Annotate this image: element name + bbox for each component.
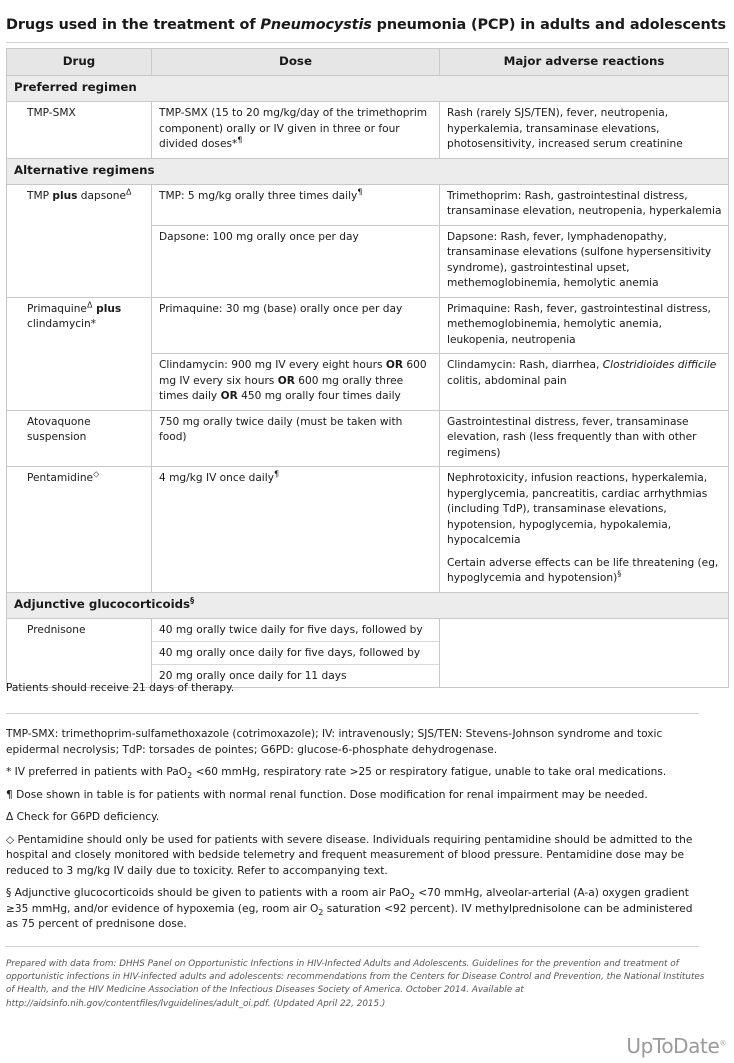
section-row-adjunctive	[7, 592, 729, 618]
footnote-diamond: ◇ Pentamidine should only be used for patients with severe disease. Individuals requiring pentamidine should be admitted to the hospital and closely monitored with bedside telemetry and frequent measurement of blood pressure. Pentamidine dose may be reduced to 3 mg/kg IV daily due to toxicity. Refer to accompanying text.	[6, 833, 693, 877]
dose-cell: TMP-SMX (15 to 20 mg/kg/day of the trimethoprim component) orally or IV given in three or four divided doses*¶	[152, 102, 440, 159]
table-header-row	[7, 49, 729, 76]
drug-cell: TMP plus dapsone$^\Delta$	[7, 184, 152, 297]
drug-cell: TMP-SMX	[7, 102, 152, 159]
reactions-note: Certain adverse effects can be life threatening (eg, hypoglycemia and hypotension)§	[447, 556, 719, 584]
header-reactions: Major adverse reactions	[440, 49, 729, 76]
footnotes	[6, 727, 706, 940]
source-divider	[6, 946, 699, 947]
footnote-section: § Adjunctive glucocorticoids should be given to patients with a room air PaO$_2$ <70 mmHg, alveolar-arterial (A-a) oxygen gradient ≥35 mmHg, and/or evidence of hypoxemia (eg, room air $O_2$ saturation <92 percent). IV methylprednisolone can be administered as 75 percent of prednisone dose.	[6, 887, 693, 930]
table-row-primaquine	[7, 297, 729, 354]
reactions-cell: Trimethoprim: Rash, gastrointestinal distress, transaminase elevation, neutropenia, hyperkalemia	[440, 184, 729, 225]
dose-line: 40 mg orally twice daily for five days, followed by	[152, 619, 439, 642]
drug-cell: Prednisone	[7, 618, 152, 687]
therapy-note: Patients should receive 21 days of therapy.	[6, 682, 235, 694]
table-row-tmpsmx	[7, 102, 729, 159]
section-row-alternative	[7, 158, 729, 184]
footnote-divider	[6, 713, 699, 714]
dose-cell	[152, 618, 440, 687]
dose-cell: 750 mg orally twice daily (must be taken with food)	[152, 410, 440, 467]
drug-cell: Atovaquone suspension	[7, 410, 152, 467]
section-row-preferred	[7, 76, 729, 102]
reactions-cell: Primaquine: Rash, fever, gastrointestinal distress, methemoglobinemia, hemolytic anemia, leukopenia, neutropenia	[440, 297, 729, 354]
drug-table	[6, 48, 729, 688]
table-row-pentamidine	[7, 467, 729, 593]
table-row-tmp-dapsone	[7, 184, 729, 225]
dose-cell: Dapsone: 100 mg orally once per day	[152, 225, 440, 297]
reactions-cell	[440, 467, 729, 593]
drug-cell: Primaquine$^\Delta$ plus clindamycin*	[7, 297, 152, 410]
reactions-cell	[440, 618, 729, 687]
footnote-pilcrow: ¶ Dose shown in table is for patients with normal renal function. Dose modification for renal impairment may be needed.	[6, 788, 648, 801]
footnote-abbreviations: TMP-SMX: trimethoprim-sulfamethoxazole (cotrimoxazole); IV: intravenously; SJS/TEN: Stevens-Johnson syndrome and toxic epidermal necrolysis; TdP: torsades de pointes; G6PD: glucose-6-phosphate dehydrogenase.	[6, 728, 663, 756]
header-dose: Dose	[152, 49, 440, 76]
reactions-cell: Dapsone: Rash, fever, lymphadenopathy, transaminase elevations (sulfone hypersensitivity syndrome), gastrointestinal upset, methemoglobinemia, hemolytic anemia	[440, 225, 729, 297]
dose-cell: Clindamycin: 900 mg IV every eight hours OR 600 mg IV every six hours OR 600 mg orally three times daily OR 450 mg orally four times daily	[152, 354, 440, 411]
footnote-delta: Δ Check for G6PD deficiency.	[6, 811, 160, 823]
section-label: Alternative regimens	[7, 158, 729, 184]
section-label: Preferred regimen	[7, 76, 729, 102]
dose-cell: Primaquine: 30 mg (base) orally once per day	[152, 297, 440, 354]
dose-cell: 4 mg/kg IV once daily¶	[152, 467, 440, 593]
brand-logo: UpToDate®	[626, 1034, 726, 1058]
section-label: Adjunctive glucocorticoids§	[7, 592, 729, 618]
drug-cell: Pentamidine◇	[7, 467, 152, 593]
reactions-cell: Rash (rarely SJS/TEN), fever, neutropenia, hyperkalemia, transaminase elevations, photosensitivity, increased serum creatinine	[440, 102, 729, 159]
page-title: Drugs used in the treatment of Pneumocystis pneumonia (PCP) in adults and adolescents	[6, 17, 726, 33]
dose-line: 20 mg orally once daily for 11 days	[159, 669, 347, 682]
footnote-asterisk: * IV preferred in patients with PaO$_2$ <60 mmHg, respiratory rate >25 or respiratory fatigue, unable to take oral medications.	[6, 766, 667, 781]
table-row-atovaquone	[7, 410, 729, 467]
dose-line: 40 mg orally once daily for five days, followed by	[152, 642, 439, 665]
header-drug: Drug	[7, 49, 152, 76]
reactions-cell: Clindamycin: Rash, diarrhea, Clostridioides difficile colitis, abdominal pain	[440, 354, 729, 411]
source-citation: Prepared with data from: DHHS Panel on Opportunistic Infections in HIV-Infected Adults and Adolescents. Guidelines for the prevention and treatment of opportunistic infections in HIV-infected adults and adolescents: recommendations from the Centers for Disease Control and Prevention, the National Institutes of Health, and the HIV Medicine Association of the Infectious Diseases Society of America. October 2014. Available at http://aidsinfo.nih.gov/contentfiles/lvguidelines/adult_oi.pdf. (Updated April 22, 2015.)	[6, 959, 705, 1009]
reactions-text: Nephrotoxicity, infusion reactions, hyperkalemia, hyperglycemia, pancreatitis, cardiac arrhythmias (including TdP), transaminase elevations, hypotension, hypoglycemia, hypokalemia, hypocalcemia	[447, 472, 708, 546]
title-divider	[6, 42, 728, 43]
table-row-prednisone	[7, 618, 729, 687]
reactions-cell: Gastrointestinal distress, fever, transaminase elevation, rash (less frequently than with other regimens)	[440, 410, 729, 467]
dose-cell: TMP: 5 mg/kg orally three times daily¶	[152, 184, 440, 225]
